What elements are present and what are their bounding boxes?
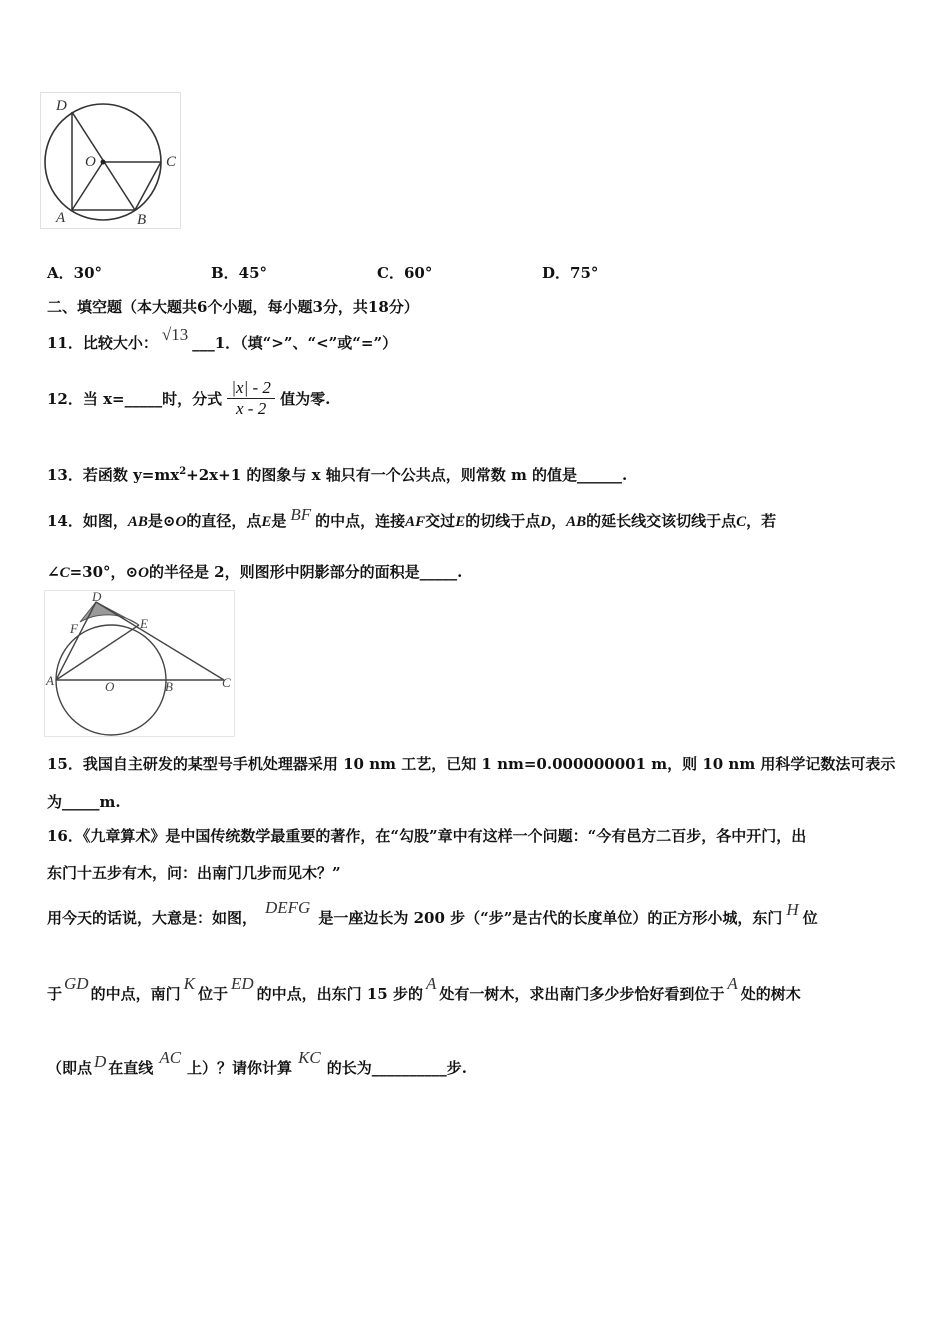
q14-text-f: 交过: [425, 512, 456, 530]
q16-text-5a: （即点: [47, 1059, 93, 1077]
q16-a1: A: [425, 974, 437, 993]
q16-defg: DEFG: [265, 898, 311, 917]
question-14-line-1: [47, 505, 777, 531]
q16-text-4c: 位于: [197, 985, 228, 1003]
q14-ab: AB: [127, 514, 148, 530]
question-15-line-2: 为_____m.: [47, 793, 121, 811]
q11-radical: √13: [161, 325, 189, 344]
q13-suffix: +2x+1 的图象与 x 轴只有一个公共点，则常数 m 的值是______.: [186, 466, 628, 484]
label-o: O: [85, 154, 96, 170]
q13-prefix: 13．若函数 y=mx: [47, 466, 180, 484]
point-o: [101, 160, 106, 165]
question-16-line-5: [47, 1048, 467, 1078]
q14-text-j: ，若: [746, 512, 777, 530]
q16-text-4b: 的中点，南门: [90, 985, 181, 1003]
q16-text-4d: 的中点，出东门 15 步的: [256, 985, 423, 1003]
label2-c: C: [222, 675, 231, 690]
line-ad: [56, 602, 96, 680]
label2-d: D: [92, 590, 102, 604]
figure-circle-1: [40, 92, 185, 232]
option-a: A．30°: [47, 264, 103, 282]
q12-numerator: |x| - 2: [227, 378, 275, 399]
q14-text-b: 是⊙: [147, 512, 176, 530]
q16-text-3b: 是一座边长为 200 步（“步”是古代的长度单位）的正方形小城，东门: [318, 909, 783, 927]
q14-text-c: 的直径，点: [186, 512, 262, 530]
q12-prefix: 12．当 x=_____时，分式: [47, 390, 223, 408]
label-b: B: [137, 212, 147, 228]
question-11: [47, 325, 398, 353]
segment-cb: [135, 162, 161, 210]
q14-c2: C: [59, 565, 70, 581]
q16-text-3a: 用今天的话说，大意是：如图，: [47, 909, 258, 927]
q16-text-5c: 上）？请你计算: [187, 1059, 293, 1077]
q12-denominator: x - 2: [236, 399, 267, 418]
q13-sup: 2: [179, 466, 187, 477]
q16-ac: AC: [159, 1048, 182, 1067]
q16-text-5d: 的长为__________步.: [326, 1059, 467, 1077]
figure-circle-1-svg: [40, 92, 185, 232]
q12-suffix: 值为零.: [280, 390, 331, 408]
q16-text-4f: 处的树木: [740, 985, 801, 1003]
q16-ed: ED: [230, 974, 254, 993]
q14-af: AF: [405, 514, 426, 530]
option-d: D．75°: [542, 264, 599, 282]
q14-text-g: 的切线于点: [465, 512, 541, 530]
question-16-line-2: 东门十五步有木，问：出南门几步而见木？”: [47, 864, 341, 882]
label-d: D: [56, 98, 67, 114]
q14-text-e: 的中点，连接: [315, 512, 406, 530]
q14-text-l2b: =30°，⊙: [69, 563, 139, 581]
question-16-line-3: [47, 898, 818, 928]
q16-h: H: [786, 900, 799, 919]
q14-angle: ∠: [47, 563, 60, 581]
q11-suffix: ___1．（填“>”、“<”或“=”）: [192, 334, 398, 352]
q16-a2: A: [727, 974, 738, 993]
q14-text-i: 的延长线交该切线于点: [586, 512, 737, 530]
q14-d: D: [540, 514, 552, 530]
shaded-region: [80, 602, 139, 625]
q14-text-a: 14．如图，: [47, 512, 128, 530]
label2-b: B: [165, 679, 173, 694]
question-12: [47, 378, 330, 419]
question-14-line-2: [47, 561, 462, 582]
q16-d: D: [94, 1052, 107, 1071]
q16-text-4a: 于: [47, 985, 63, 1003]
label2-f: F: [70, 621, 78, 636]
q14-e2: E: [455, 514, 466, 530]
q14-ab2: AB: [566, 514, 587, 530]
label-c: C: [166, 154, 177, 170]
q14-o2: O: [138, 565, 149, 581]
q16-text-4e: 处有一树木，求出南门多少步恰好看到位于: [439, 985, 725, 1003]
question-15-line-1: 15．我国自主研发的某型号手机处理器采用 10 nm 工艺，已知 1 nm=0.000000001 m，则 10 nm 用科学记数法可表示: [47, 755, 896, 773]
figure-circle-2-svg: [44, 590, 236, 738]
section-title: 二、填空题（本大题共6个小题，每小题3分，共18分）: [47, 298, 419, 316]
q16-gd: GD: [64, 974, 89, 993]
question-16-line-1: 16．《九章算术》是中国传统数学最重要的著作，在“勾股”章中有这样一个问题：“今有邑方二百步，各中开门，出: [47, 827, 807, 845]
q14-arc-bf: BF: [290, 505, 312, 524]
q16-kc: KC: [298, 1048, 321, 1067]
q14-c: C: [736, 514, 747, 530]
q14-text-d: 是: [271, 512, 287, 530]
q14-text-l2c: 的半径是 2，则图形中阴影部分的面积是_____.: [148, 563, 463, 581]
q14-text-h: ，: [551, 512, 567, 530]
label2-e: E: [140, 616, 148, 631]
option-b: B．45°: [211, 264, 268, 282]
q16-k: K: [183, 974, 195, 993]
label-a: A: [56, 210, 66, 226]
line-ae: [56, 625, 139, 680]
q14-e: E: [261, 514, 272, 530]
q16-text-3c: 位: [802, 909, 818, 927]
question-16-line-4: [47, 974, 801, 1004]
figure-frame-2: [45, 591, 235, 737]
label2-a: A: [46, 673, 54, 688]
q11-prefix: 11．比较大小：: [47, 334, 158, 352]
question-13: [47, 464, 627, 485]
q14-o: O: [175, 514, 187, 530]
label2-o: O: [105, 679, 115, 694]
q16-text-5b: 在直线: [108, 1059, 154, 1077]
q12-fraction: [227, 378, 275, 419]
option-c: C．60°: [377, 264, 433, 282]
figure-circle-2: [44, 590, 236, 738]
